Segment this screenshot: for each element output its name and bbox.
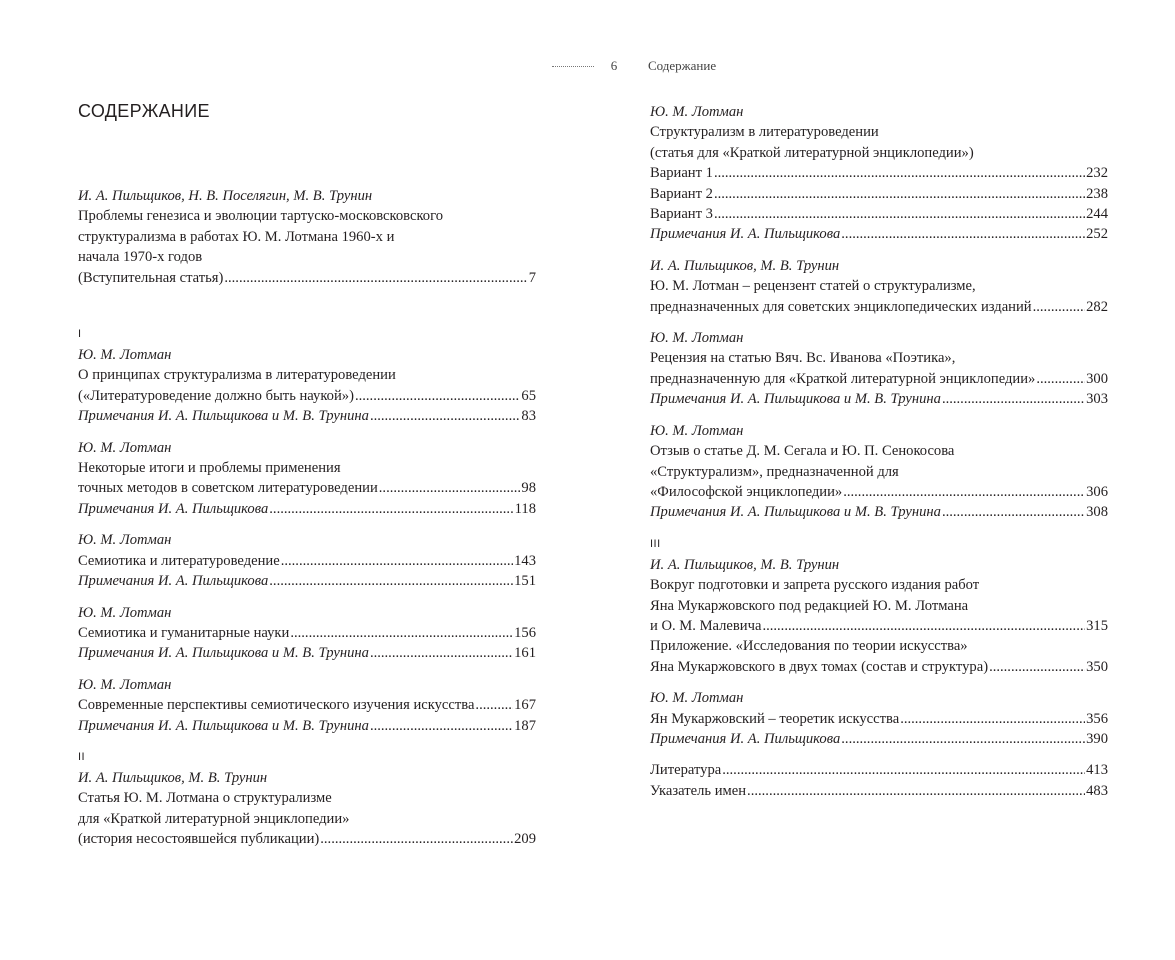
toc-entry-intro (78, 186, 536, 288)
running-title: Содержание (648, 58, 717, 73)
toc-notes-line[interactable] (650, 502, 1108, 522)
toc-line[interactable] (78, 695, 536, 715)
entry-title-line: Отзыв о статье Д. М. Сегала и Ю. П. Сенокосова (650, 443, 955, 460)
dot-leader (379, 478, 521, 498)
entry-author: И. А. Пильщиков, М. В. Трунин (650, 257, 840, 274)
page-header (552, 58, 716, 74)
entry-title: «Философской энциклопедии» (650, 483, 843, 500)
page-ref: 161 (514, 645, 536, 662)
entry-author: И. А. Пильщиков, Н. В. Поселягин, М. В. Трунин (78, 188, 373, 204)
entry-title: Указатель имен (650, 782, 747, 799)
dot-leader (281, 551, 513, 571)
dot-leader (841, 224, 1085, 244)
entry-author: Ю. М. Лотман (650, 690, 744, 707)
toc-line[interactable] (78, 478, 536, 498)
entry-author: Ю. М. Лотман (78, 676, 172, 693)
entry-title: Ян Мукаржовский – теоретик искусства (650, 710, 900, 727)
entry-title: Современные перспективы семиотического изучения искусства (78, 697, 475, 714)
toc-entry-backmatter (650, 760, 1108, 801)
entry-title: Литература (650, 762, 722, 779)
toc-line[interactable] (650, 781, 1108, 801)
dot-leader (747, 781, 1085, 801)
toc-notes-line[interactable] (650, 224, 1108, 244)
page-ref: 7 (528, 269, 536, 286)
toc-line[interactable] (78, 623, 536, 643)
notes-title: Примечания И. А. Пильщикова и М. В. Трунина (78, 408, 369, 425)
entry-author: И. А. Пильщиков, М. В. Трунин (650, 556, 840, 573)
page-ref: 151 (514, 573, 536, 590)
page-number: 6 (610, 58, 618, 73)
entry-title-line: структурализма в работах Ю. М. Лотмана 1960-х и (78, 228, 395, 245)
dot-leader (370, 406, 520, 426)
toc-entry (650, 256, 1108, 317)
page-ref: 252 (1086, 226, 1108, 243)
entry-title-line: «Структурализм», предназначенной для (650, 463, 899, 480)
entry-title: точных методов в советском литературоведении (78, 480, 378, 497)
toc-entry (78, 530, 536, 591)
entry-author: И. А. Пильщиков, М. В. Трунин (78, 769, 268, 786)
toc-line[interactable] (78, 551, 536, 571)
entry-title: (Вступительная статья) (78, 269, 224, 286)
entry-title-line: Приложение. «Исследования по теории искусства» (650, 638, 968, 655)
page-ref: 187 (514, 717, 536, 734)
toc-notes-line[interactable] (78, 571, 536, 591)
notes-title: Примечания И. А. Пильщикова (650, 730, 841, 747)
page-ref: 413 (1086, 762, 1108, 779)
entry-title-line: Рецензия на статью Вяч. Вс. Иванова «Поэтика», (650, 350, 956, 367)
page-ref: 282 (1086, 298, 1108, 315)
page-ref: 65 (521, 387, 536, 404)
entry-title-line: Ю. М. Лотман – рецензент статей о структурализме, (650, 278, 976, 295)
dot-leader (841, 729, 1085, 749)
toc-entry (78, 345, 536, 427)
page-ref: 350 (1086, 658, 1108, 675)
toc-line[interactable] (650, 204, 1108, 224)
entry-title: Вариант 2 (650, 185, 713, 202)
toc-notes-line[interactable] (650, 389, 1108, 409)
part-label: III (650, 537, 661, 550)
entry-title: Яна Мукаржовского в двух томах (состав и структура) (650, 658, 989, 675)
entry-title: («Литературоведение должно быть наукой») (78, 387, 354, 404)
dot-leader (370, 716, 513, 736)
page-ref: 238 (1086, 185, 1108, 202)
page-ref: 300 (1086, 370, 1108, 387)
dot-leader (942, 502, 1085, 522)
entry-author: Ю. М. Лотман (78, 347, 172, 364)
toc-entry (650, 328, 1108, 410)
notes-title: Примечания И. А. Пильщикова и М. В. Трунина (78, 645, 369, 662)
entry-title: (история несостоявшейся публикации) (78, 831, 320, 848)
entry-title-line: начала 1970-х годов (78, 249, 203, 266)
toc-entry (78, 603, 536, 664)
toc-notes-line[interactable] (78, 716, 536, 736)
entry-author: Ю. М. Лотман (78, 439, 172, 456)
entry-author: Ю. М. Лотман (78, 604, 172, 621)
part-label: II (78, 750, 86, 763)
page-ref: 390 (1086, 730, 1108, 747)
notes-title: Примечания И. А. Пильщикова и М. В. Трунина (650, 391, 941, 408)
dot-leader (355, 386, 520, 406)
page-ref: 244 (1086, 206, 1108, 223)
toc-entry (650, 102, 1108, 245)
entry-title: предназначенных для советских энциклопедических изданий (650, 298, 1032, 315)
page-ref: 356 (1086, 710, 1108, 727)
page-ref: 98 (521, 480, 536, 497)
entry-author: Ю. М. Лотман (650, 330, 744, 347)
dot-leader (224, 268, 527, 288)
toc-line[interactable] (78, 386, 536, 406)
entry-title: предназначенную для «Краткой литературной энциклопедии» (650, 370, 1036, 387)
page-ref: 308 (1086, 504, 1108, 521)
entry-title: Вариант 3 (650, 206, 713, 223)
entry-title: Вариант 1 (650, 165, 713, 182)
notes-title: Примечания И. А. Пильщикова и М. В. Трунина (650, 504, 941, 521)
dot-leader (320, 829, 513, 849)
dot-leader (722, 760, 1085, 780)
page-ref: 143 (514, 552, 536, 569)
entry-title-line: Статья Ю. М. Лотмана о структурализме (78, 790, 332, 807)
toc-line[interactable] (78, 829, 536, 849)
toc-title: СОДЕРЖАНИЕ (78, 101, 210, 121)
toc-entry (78, 768, 536, 850)
toc-line[interactable] (650, 760, 1108, 780)
entry-title-line: Яна Мукаржовского под редакцией Ю. М. Лотмана (650, 597, 969, 614)
page-ref: 306 (1086, 483, 1108, 500)
toc-right-column (650, 102, 1108, 812)
toc-line[interactable] (650, 369, 1108, 389)
dot-leader (714, 163, 1085, 183)
toc-entry (78, 438, 536, 520)
entry-title-line: для «Краткой литературной энциклопедии» (78, 810, 350, 827)
toc-line[interactable] (650, 616, 1108, 636)
toc-entry (78, 675, 536, 736)
entry-author: Ю. М. Лотман (650, 422, 744, 439)
dot-leader (942, 389, 1085, 409)
entry-title: и О. М. Малевича (650, 617, 762, 634)
toc-notes-line[interactable] (78, 406, 536, 426)
toc-line[interactable] (650, 709, 1108, 729)
entry-title: Семиотика и литературоведение (78, 552, 280, 569)
page-ref: 167 (514, 697, 536, 714)
page-ref: 303 (1086, 391, 1108, 408)
toc-line[interactable] (650, 657, 1108, 677)
dot-leader (290, 623, 513, 643)
page-ref: 209 (514, 831, 536, 848)
toc-notes-line[interactable] (78, 643, 536, 663)
notes-title: Примечания И. А. Пильщикова и М. В. Трунина (78, 717, 369, 734)
toc-notes-line[interactable] (78, 499, 536, 519)
dot-leader (475, 695, 513, 715)
dot-leader (762, 616, 1085, 636)
dot-leader (843, 482, 1085, 502)
dot-leader (714, 204, 1085, 224)
dot-leader (370, 643, 513, 663)
dot-leader (989, 657, 1085, 677)
entry-title-line: Вокруг подготовки и запрета русского издания работ (650, 577, 980, 594)
dot-leader (1033, 297, 1086, 317)
page-ref: 232 (1086, 165, 1108, 182)
page-ref: 156 (514, 624, 536, 641)
page-ref: 118 (514, 500, 536, 517)
toc-entry (650, 688, 1108, 749)
dot-leader (269, 499, 513, 519)
entry-author: Ю. М. Лотман (650, 104, 744, 120)
toc-line[interactable] (650, 163, 1108, 183)
notes-title: Примечания И. А. Пильщикова (650, 226, 841, 243)
toc-line[interactable] (650, 184, 1108, 204)
entry-title-line: Проблемы генезиса и эволюции тартуско-московсковского (78, 208, 444, 225)
part-label: I (78, 328, 82, 341)
dot-leader (714, 184, 1085, 204)
dot-leader (1036, 369, 1085, 389)
entry-title: Семиотика и гуманитарные науки (78, 624, 290, 641)
entry-title-line: О принципах структурализма в литературоведении (78, 367, 396, 384)
toc-line[interactable] (650, 297, 1108, 317)
toc-entry (650, 421, 1108, 523)
entry-title-line: (статья для «Краткой литературной энциклопедии») (650, 144, 974, 161)
toc-entry (650, 555, 1108, 677)
entry-title-line: Структурализм в литературоведении (650, 124, 879, 141)
toc-notes-line[interactable] (650, 729, 1108, 749)
toc-line[interactable] (650, 482, 1108, 502)
entry-author: Ю. М. Лотман (78, 532, 172, 549)
header-rule (552, 66, 594, 67)
page-ref: 83 (521, 408, 536, 425)
dot-leader (900, 709, 1085, 729)
notes-title: Примечания И. А. Пильщикова (78, 500, 269, 517)
entry-title-line: Некоторые итоги и проблемы применения (78, 460, 341, 477)
toc-left-column (78, 186, 536, 861)
page-ref: 483 (1086, 782, 1108, 799)
toc-line[interactable] (78, 268, 536, 288)
notes-title: Примечания И. А. Пильщикова (78, 573, 269, 590)
page-ref: 315 (1086, 617, 1108, 634)
dot-leader (269, 571, 513, 591)
